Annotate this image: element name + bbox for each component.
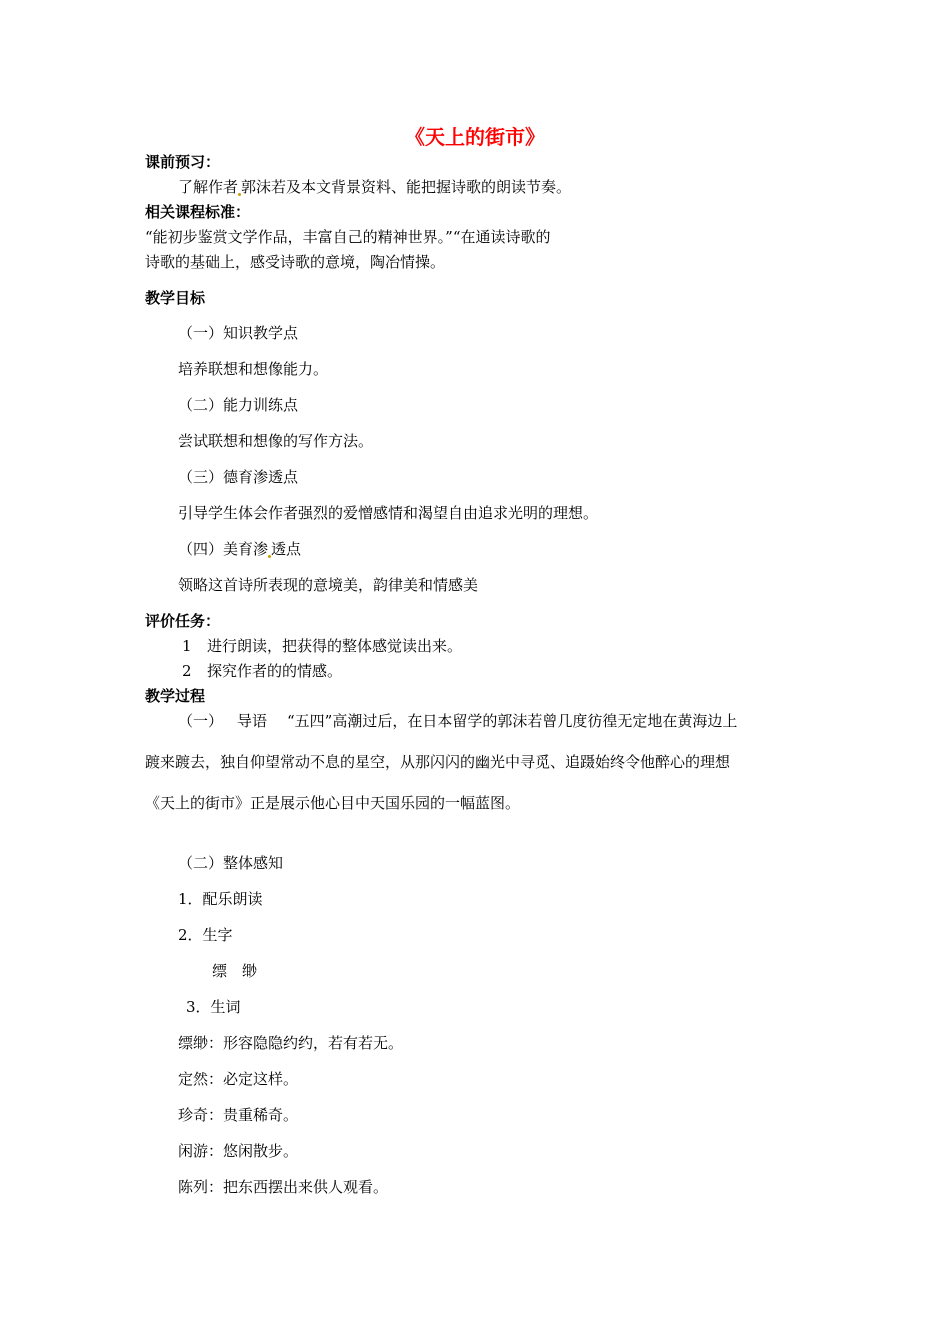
vocab-item: 闲游：悠闲散步。 xyxy=(178,1142,299,1160)
preview-text-start: 了解作者 xyxy=(178,178,239,196)
vocab-item: 陈列：把东西摆出来供人观看。 xyxy=(178,1178,389,1196)
standard-line-1: “能初步鉴赏文学作品，丰富自己的精神世界。”“在通读诗歌的 xyxy=(145,228,551,246)
standard-heading: 相关课程标准： xyxy=(145,203,251,221)
preview-heading: 课前预习： xyxy=(145,153,221,171)
vocab-item: 珍奇：贵重稀奇。 xyxy=(178,1106,299,1124)
step-3: 3．生词 xyxy=(186,998,241,1016)
intro-line-3: 《天上的街市》正是展示他心目中天国乐园的一幅蓝图。 xyxy=(145,794,521,812)
tasks-heading: 评价任务： xyxy=(145,612,221,630)
intro-line-2: 踱来踱去，独自仰望常动不息的星空，从那闪闪的幽光中寻觅、追蹑始终令他醉心的理想 xyxy=(145,753,731,771)
goal-label-4-end: 透点 xyxy=(271,540,302,558)
intro-title: 导语 xyxy=(237,712,268,730)
step-1: 1．配乐朗读 xyxy=(178,890,263,908)
goal-label-4-start: （四）美育渗 xyxy=(178,540,269,558)
preview-text-end: 郭沫若及本文背景资料、能把握诗歌的朗读节奏。 xyxy=(241,178,572,196)
task-number-2: 2 xyxy=(182,662,192,680)
goal-label-1: （一）知识教学点 xyxy=(178,324,299,342)
intro-line-1: “五四”高潮过后，在日本留学的郭沫若曾几度彷徨无定地在黄海边上 xyxy=(287,712,738,730)
intro-label: （一） xyxy=(178,712,224,730)
vocab-item: 缥缈：形容隐隐约约，若有若无。 xyxy=(178,1034,404,1052)
task-number-1: 1 xyxy=(182,637,192,655)
step-2: 2．生字 xyxy=(178,926,233,944)
goal-text-4: 领略这首诗所表现的意境美，韵律美和情感美 xyxy=(178,576,479,594)
goal-label-3: （三）德育渗透点 xyxy=(178,468,299,486)
goal-text-1: 培养联想和想像能力。 xyxy=(178,360,329,378)
document-title: 《天上的街市》 xyxy=(405,125,545,149)
vocab-item: 定然：必定这样。 xyxy=(178,1070,299,1088)
goal-text-3: 引导学生体会作者强烈的爱憎感情和渴望自由追求光明的理想。 xyxy=(178,504,599,522)
preview-text xyxy=(178,177,571,197)
goal-label-4 xyxy=(178,539,301,559)
process-heading: 教学过程 xyxy=(145,687,206,705)
task-text-1: 进行朗读，把获得的整体感觉读出来。 xyxy=(207,637,463,655)
goals-heading: 教学目标 xyxy=(145,289,206,307)
task-text-2: 探究作者的的情感。 xyxy=(207,662,343,680)
goal-text-2: 尝试联想和想像的写作方法。 xyxy=(178,432,374,450)
goal-label-2: （二）能力训练点 xyxy=(178,396,299,414)
standard-line-2: 诗歌的基础上，感受诗歌的意境，陶冶情操。 xyxy=(145,253,446,271)
new-characters: 缥 缈 xyxy=(212,962,258,980)
section-two-heading: （二）整体感知 xyxy=(178,854,284,872)
